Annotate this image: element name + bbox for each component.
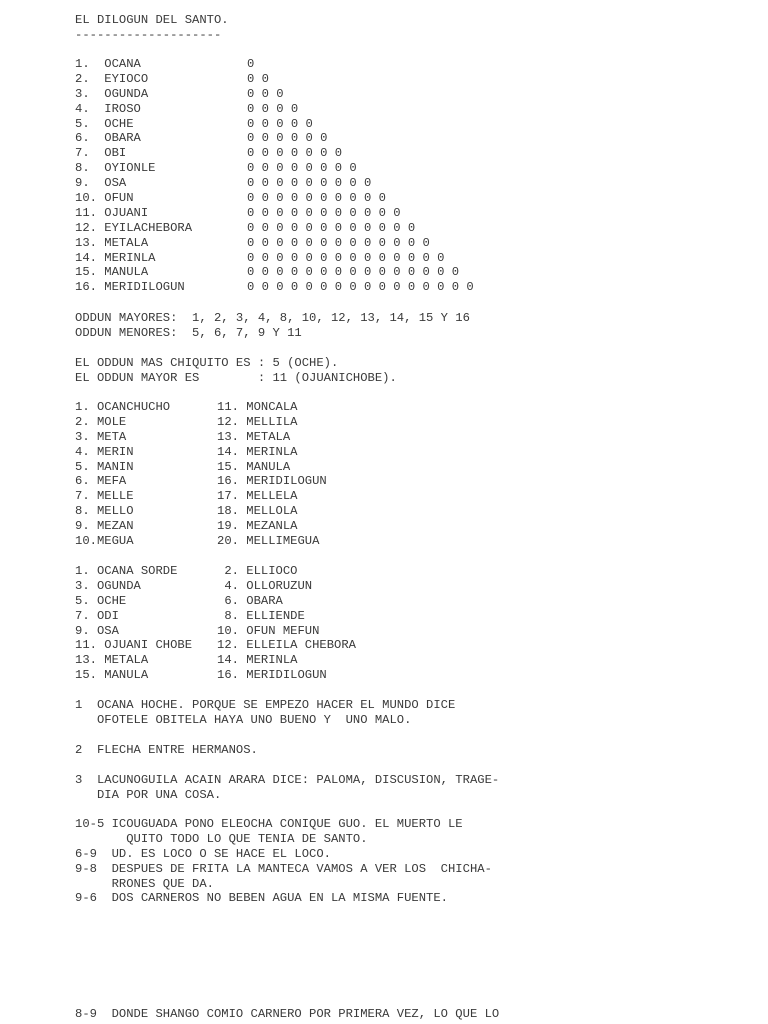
oddun-row	[75, 280, 755, 295]
oddun-name: 11. OJUANI	[75, 205, 149, 220]
saying-line: 2 FLECHA ENTRE HERMANOS.	[75, 743, 258, 757]
name-left: 2. MOLE	[75, 414, 127, 429]
oddun-name: 13. METALA	[75, 235, 149, 250]
name-left: 11. OJUANI CHOBE	[75, 638, 193, 653]
oddun-name: 16. MERIDILOGUN	[75, 280, 185, 295]
name-pair-row	[75, 430, 755, 445]
name-pair-row	[75, 489, 755, 504]
saying-2	[75, 743, 258, 758]
name-right: 12. ELLEILA CHEBORA	[217, 638, 356, 653]
name-right: 17. MELLELA	[217, 489, 298, 504]
oddun-name: 6. OBARA	[75, 131, 141, 146]
oddun-name: 8. OYIONLE	[75, 161, 156, 176]
oddun-name: 4. IROSO	[75, 101, 141, 116]
name-left: 3. OGUNDA	[75, 578, 141, 593]
oddun-marks: 0 0 0 0 0	[247, 116, 313, 131]
name-right: 11. MONCALA	[217, 400, 298, 414]
name-pair-row	[75, 653, 755, 668]
oddun-row	[75, 117, 755, 132]
saying-line: OFOTELE OBITELA HAYA UNO BUENO Y UNO MALO.	[75, 712, 412, 727]
name-left: 1. OCANCHUCHO	[75, 400, 171, 414]
oddun-name: 2. EYIOCO	[75, 71, 149, 86]
name-right: 8. ELLIENDE	[217, 608, 305, 623]
oddun-name: 7. OBI	[75, 146, 127, 161]
name-left: 6. MEFA	[75, 474, 127, 489]
oddun-marks: 0 0 0 0 0 0 0 0 0 0	[247, 191, 386, 206]
oddun-marks: 0 0 0 0 0 0 0 0 0 0 0	[247, 205, 401, 220]
oddun-row	[75, 221, 755, 236]
name-pair-row	[75, 668, 755, 683]
oddun-row	[75, 251, 755, 266]
oddun-largest: EL ODDUN MAYOR ES : 11 (OJUANICHOBE).	[75, 370, 397, 385]
oddun-extremes	[75, 356, 397, 386]
oddun-categories	[75, 311, 470, 341]
oddun-row	[75, 206, 755, 221]
name-right: 4. OLLORUZUN	[217, 578, 313, 593]
oddun-marks: 0 0 0 0 0 0 0 0	[247, 161, 357, 176]
name-pair-row	[75, 564, 755, 579]
oddun-row	[75, 236, 755, 251]
saying-line: 1 OCANA HOCHE. PORQUE SE EMPEZO HACER EL MUNDO DICE	[75, 698, 456, 712]
name-left: 9. MEZAN	[75, 519, 134, 534]
name-left: 9. OSA	[75, 623, 119, 638]
oddun-row	[75, 265, 755, 280]
name-left: 5. MANIN	[75, 459, 134, 474]
oddun-marks: 0 0 0 0 0 0 0 0 0 0 0 0 0 0 0 0	[247, 280, 474, 295]
saying-line: 3 LACUNOGUILA ACAIN ARARA DICE: PALOMA, DISCUSION, TRAGE-	[75, 773, 500, 787]
name-right: 2. ELLIOCO	[217, 564, 298, 578]
oddun-name: 9. OSA	[75, 176, 127, 191]
name-pair-row	[75, 579, 755, 594]
oddun-row	[75, 191, 755, 206]
oddun-row	[75, 87, 755, 102]
oddun-row	[75, 72, 755, 87]
oddun-count-table	[75, 57, 755, 295]
name-left: 10.MEGUA	[75, 534, 134, 549]
saying-4	[75, 817, 492, 906]
footer-line: 8-9 DONDE SHANGO COMIO CARNERO POR PRIMERA VEZ, LO QUE LO	[75, 1007, 500, 1021]
saying-3	[75, 773, 499, 803]
name-right: 19. MEZANLA	[217, 519, 298, 534]
name-left: 1. OCANA SORDE	[75, 564, 178, 578]
saying-line: 9-6 DOS CARNEROS NO BEBEN AGUA EN LA MISMA FUENTE.	[75, 891, 448, 906]
name-pair-row	[75, 504, 755, 519]
name-right: 16. MERIDILOGUN	[217, 668, 327, 683]
name-pair-row	[75, 609, 755, 624]
name-left: 7. MELLE	[75, 489, 134, 504]
name-pair-row	[75, 594, 755, 609]
oddun-marks: 0 0 0 0 0 0 0 0 0 0 0 0 0 0	[247, 250, 445, 265]
oddun-name: 3. OGUNDA	[75, 86, 149, 101]
name-pair-row	[75, 474, 755, 489]
oddun-name: 14. MERINLA	[75, 250, 156, 265]
name-right: 13. METALA	[217, 429, 291, 444]
saying-line: 6-9 UD. ES LOCO O SE HACE EL LOCO.	[75, 846, 331, 861]
name-pair-row	[75, 638, 755, 653]
name-left: 5. OCHE	[75, 593, 127, 608]
document-header	[75, 13, 229, 43]
oddun-marks: 0 0 0	[247, 86, 284, 101]
saying-line: QUITO TODO LO QUE TENIA DE SANTO.	[75, 831, 368, 846]
saying-line: DIA POR UNA COSA.	[75, 787, 222, 802]
name-right: 6. OBARA	[217, 593, 283, 608]
oddun-marks: 0 0 0 0 0 0 0 0 0	[247, 176, 372, 191]
name-right: 16. MERIDILOGUN	[217, 474, 327, 489]
name-pair-row	[75, 624, 755, 639]
name-right: 15. MANULA	[217, 459, 291, 474]
oddun-row	[75, 131, 755, 146]
title-underline: --------------------	[75, 27, 222, 42]
oddun-name: 12. EYILACHEBORA	[75, 220, 193, 235]
name-pair-row	[75, 445, 755, 460]
oddun-mayores: ODDUN MAYORES: 1, 2, 3, 4, 8, 10, 12, 13, 14, 15 Y 16	[75, 311, 470, 325]
oddun-row	[75, 57, 755, 72]
saying-1	[75, 698, 455, 728]
name-left: 13. METALA	[75, 653, 149, 668]
oddun-marks: 0	[247, 57, 255, 71]
name-right: 12. MELLILA	[217, 414, 298, 429]
oddun-name: 15. MANULA	[75, 265, 149, 280]
names-list-2	[75, 564, 755, 683]
page-footer	[75, 1007, 499, 1022]
oddun-menores: ODDUN MENORES: 5, 6, 7, 9 Y 11	[75, 325, 302, 340]
name-pair-row	[75, 400, 755, 415]
document-title: EL DILOGUN DEL SANTO.	[75, 13, 229, 27]
oddun-marks: 0 0 0 0 0 0 0 0 0 0 0 0	[247, 220, 416, 235]
oddun-marks: 0 0 0 0 0 0	[247, 131, 328, 146]
oddun-smallest: EL ODDUN MAS CHIQUITO ES : 5 (OCHE).	[75, 356, 339, 370]
name-pair-row	[75, 460, 755, 475]
name-right: 20. MELLIMEGUA	[217, 534, 320, 549]
oddun-marks: 0 0	[247, 71, 269, 86]
name-left: 8. MELLO	[75, 504, 134, 519]
saying-line: 9-8 DESPUES DE FRITA LA MANTECA VAMOS A VER LOS CHICHA-	[75, 861, 492, 876]
name-left: 7. ODI	[75, 608, 119, 623]
name-left: 15. MANULA	[75, 668, 149, 683]
names-list-1	[75, 400, 755, 549]
name-pair-row	[75, 519, 755, 534]
oddun-row	[75, 102, 755, 117]
oddun-name: 10. OFUN	[75, 191, 134, 206]
oddun-row	[75, 161, 755, 176]
oddun-row	[75, 146, 755, 161]
name-pair-row	[75, 415, 755, 430]
name-right: 18. MELLOLA	[217, 504, 298, 519]
name-right: 14. MERINLA	[217, 653, 298, 668]
oddun-marks: 0 0 0 0 0 0 0	[247, 146, 343, 161]
name-pair-row	[75, 534, 755, 549]
name-right: 10. OFUN MEFUN	[217, 623, 320, 638]
oddun-marks: 0 0 0 0 0 0 0 0 0 0 0 0 0	[247, 235, 430, 250]
oddun-row	[75, 176, 755, 191]
oddun-name: 1. OCANA	[75, 57, 141, 71]
oddun-name: 5. OCHE	[75, 116, 134, 131]
name-left: 4. MERIN	[75, 444, 134, 459]
saying-line: RRONES QUE DA.	[75, 876, 214, 891]
oddun-marks: 0 0 0 0 0 0 0 0 0 0 0 0 0 0 0	[247, 265, 460, 280]
saying-line: 10-5 ICOUGUADA PONO ELEOCHA CONIQUE GUO. EL MUERTO LE	[75, 817, 463, 831]
name-right: 14. MERINLA	[217, 444, 298, 459]
oddun-marks: 0 0 0 0	[247, 101, 299, 116]
name-left: 3. META	[75, 429, 127, 444]
